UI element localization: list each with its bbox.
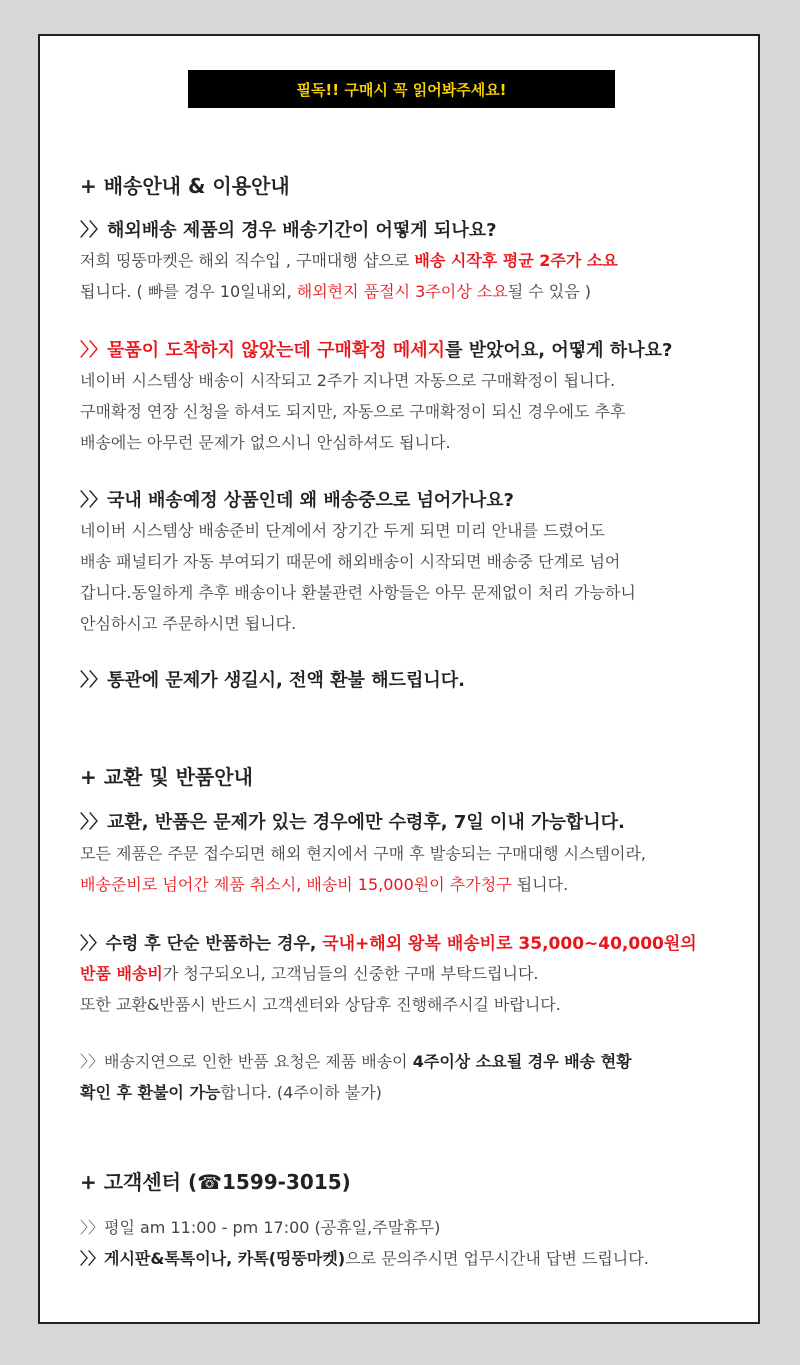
returns-p1-question: 〉〉교환, 반품은 문제가 있는 경우에만 수령후, 7일 이내 가능합니다. — [80, 812, 625, 833]
shipping-q2-line1: 네이버 시스템상 배송이 시작되고 2주가 지나면 자동으로 구매확정이 됩니다. — [80, 371, 616, 390]
shipping-q3-line3: 갑니다.동일하게 추후 배송이나 환불관련 사항들은 아무 문제없이 처리 가능하니 — [80, 583, 636, 602]
shipping-q3-question: 〉〉국내 배송예정 상품인데 왜 배송중으로 넘어가나요? — [80, 490, 514, 511]
info-card — [38, 34, 760, 1324]
shipping-q3-line2: 배송 패널티가 자동 부여되기 때문에 해외배송이 시작되면 배송중 단계로 넘어 — [80, 552, 621, 571]
returns-p2-line3: 또한 교환&반품시 반드시 고객센터와 상담후 진행해주시길 바랍니다. — [80, 995, 561, 1014]
returns-p1-line1: 모든 제품은 주문 접수되면 해외 현지에서 구매 후 발송되는 구매대행 시스템이라, — [80, 844, 646, 863]
shipping-title: + 배송안내 & 이용안내 — [80, 174, 290, 198]
shipping-q3-line4: 안심하시고 주문하시면 됩니다. — [80, 614, 297, 633]
returns-p2-line1: 〉〉수령 후 단순 반품하는 경우, 국내+해외 왕복 배송비로 35,000~40,000원의 — [80, 934, 697, 954]
shipping-q1-line2: 됩니다. ( 빠를 경우 10일내외, 해외현지 품절시 3주이상 소요될 수 있음 ) — [80, 282, 592, 301]
shipping-q2-question: 〉〉물품이 도착하지 않았는데 구매확정 메세지를 받았어요, 어떻게 하나요? — [80, 340, 673, 361]
support-line1: 〉〉평일 am 11:00 - pm 17:00 (공휴일,주말휴무) — [80, 1218, 441, 1237]
shipping-q4-question: 〉〉통관에 문제가 생길시, 전액 환불 해드립니다. — [80, 670, 465, 691]
support-line2: 〉〉게시판&톡톡이나, 카톡(띵뚱마켓)으로 문의주시면 업무시간내 답변 드립니다. — [80, 1249, 649, 1268]
shipping-q3-line1: 네이버 시스템상 배송준비 단계에서 장기간 두게 되면 미리 안내를 드렸어도 — [80, 521, 605, 540]
shipping-q2-line2: 구매확정 연장 신청을 하셔도 되지만, 자동으로 구매확정이 되신 경우에도 추후 — [80, 402, 626, 421]
returns-p3-line1: 〉〉배송지연으로 인한 반품 요청은 제품 배송이 4주이상 소요될 경우 배송 현황 — [80, 1052, 632, 1071]
returns-p2-line2: 반품 배송비가 청구되오니, 고객님들의 신중한 구매 부탁드립니다. — [80, 964, 539, 983]
shipping-q2-line3: 배송에는 아무런 문제가 없으시니 안심하셔도 됩니다. — [80, 433, 451, 452]
support-title: + 고객센터 (☎1599-3015) — [80, 1170, 351, 1194]
shipping-q1-question: 〉〉해외배송 제품의 경우 배송기간이 어떻게 되나요? — [80, 220, 497, 241]
returns-title: + 교환 및 반품안내 — [80, 765, 253, 789]
notice-banner: 필독!! 구매시 꼭 읽어봐주세요! — [188, 70, 615, 108]
shipping-q1-line1: 저희 띵뚱마켓은 해외 직수입 , 구매대행 샵으로 배송 시작후 평균 2주가 소요 — [80, 251, 618, 270]
returns-p3-line2: 확인 후 환불이 가능합니다. (4주이하 불가) — [80, 1083, 382, 1102]
returns-p1-line2: 배송준비로 넘어간 제품 취소시, 배송비 15,000원이 추가청구 됩니다. — [80, 875, 569, 894]
